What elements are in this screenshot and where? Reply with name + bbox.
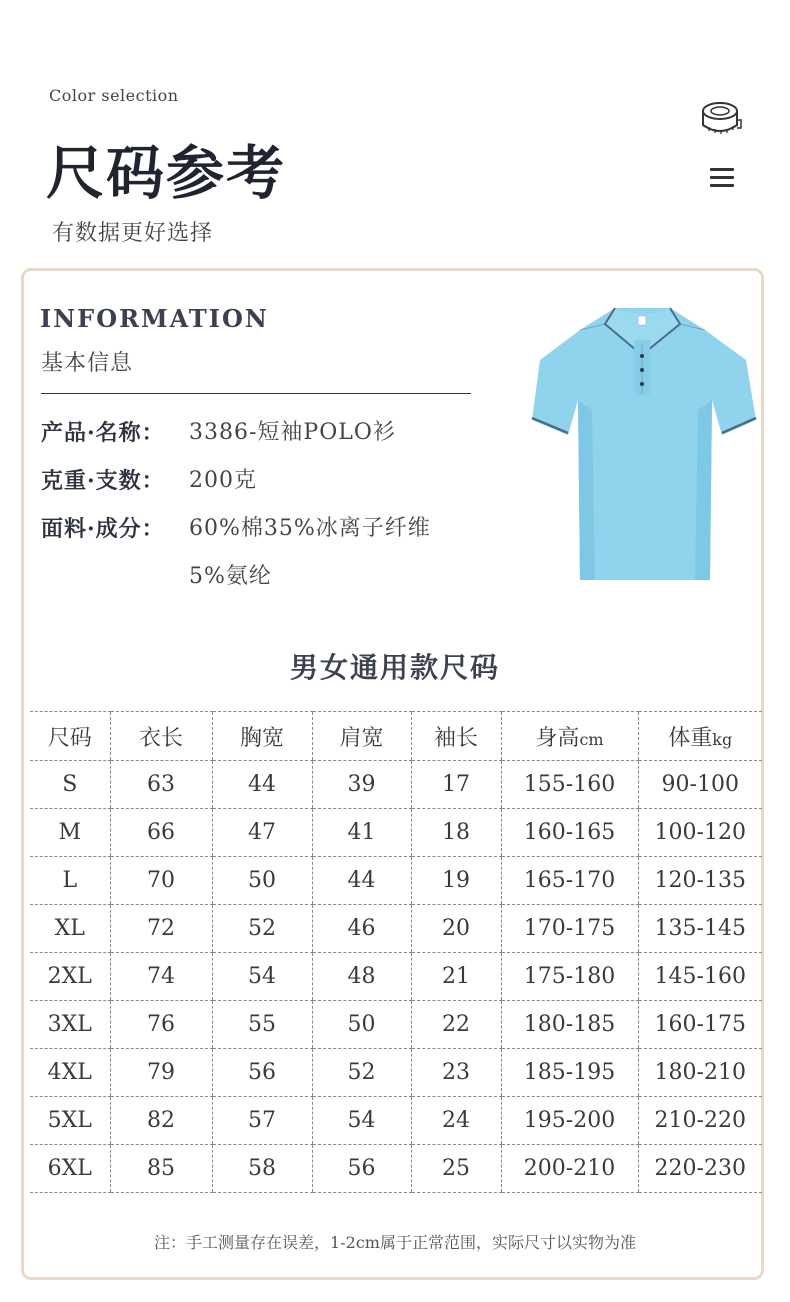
table-row — [30, 953, 762, 1001]
measurement-note: 注：手工测量存在误差，1-2cm属于正常范围，实际尺寸以实物为准 — [154, 1233, 636, 1252]
table-row — [30, 761, 762, 809]
spec-value: 3386-短袖POLO衫 — [189, 420, 396, 445]
polo-shirt-image — [520, 290, 760, 590]
table-cell: S — [30, 761, 110, 809]
header-cell: 胸宽 — [212, 712, 312, 761]
table-cell: 90-100 — [638, 761, 762, 809]
table-cell: 47 — [212, 809, 312, 857]
table-cell: 160-175 — [638, 1001, 762, 1049]
table-cell: 82 — [110, 1097, 212, 1145]
table-cell: 21 — [411, 953, 501, 1001]
table-cell: L — [30, 857, 110, 905]
table-row — [30, 1049, 762, 1097]
table-cell: 44 — [212, 761, 312, 809]
table-cell: 52 — [312, 1049, 411, 1097]
table-cell: 185-195 — [501, 1049, 638, 1097]
table-cell: 180-210 — [638, 1049, 762, 1097]
table-cell: 4XL — [30, 1049, 110, 1097]
measuring-tape-icon — [700, 100, 742, 138]
table-cell: 175-180 — [501, 953, 638, 1001]
size-table-title: 男女通用款尺码 — [289, 651, 500, 684]
header-cell: 尺码 — [30, 712, 110, 761]
table-cell: 18 — [411, 809, 501, 857]
table-cell: 17 — [411, 761, 501, 809]
table-cell: 85 — [110, 1145, 212, 1193]
tagline: 有数据更好选择 — [52, 221, 214, 246]
divider — [41, 393, 471, 394]
table-cell: 200-210 — [501, 1145, 638, 1193]
header-cell: 肩宽 — [312, 712, 411, 761]
table-cell: 100-120 — [638, 809, 762, 857]
table-cell: 120-135 — [638, 857, 762, 905]
table-cell: 72 — [110, 905, 212, 953]
table-cell: 66 — [110, 809, 212, 857]
spec-label: 克重·支数： — [41, 468, 165, 494]
info-heading-en: INFORMATION — [40, 304, 269, 333]
table-cell: XL — [30, 905, 110, 953]
table-cell: 25 — [411, 1145, 501, 1193]
table-cell: 50 — [212, 857, 312, 905]
page-title: 尺码参考 — [46, 139, 287, 207]
table-cell: 145-160 — [638, 953, 762, 1001]
table-cell: 22 — [411, 1001, 501, 1049]
size-table — [30, 711, 762, 1193]
table-cell: 180-185 — [501, 1001, 638, 1049]
header-cell: 体重kg — [638, 712, 762, 761]
table-row — [30, 1001, 762, 1049]
table-cell: 48 — [312, 953, 411, 1001]
table-cell: 5XL — [30, 1097, 110, 1145]
spec-value: 200克 — [189, 468, 257, 493]
table-cell: 160-165 — [501, 809, 638, 857]
table-cell: 165-170 — [501, 857, 638, 905]
table-cell: 135-145 — [638, 905, 762, 953]
table-cell: 54 — [312, 1097, 411, 1145]
table-header-row — [30, 712, 762, 761]
spec-label: 产品·名称： — [41, 420, 165, 446]
table-cell: 155-160 — [501, 761, 638, 809]
table-row — [30, 1145, 762, 1193]
table-cell: 23 — [411, 1049, 501, 1097]
table-cell: 50 — [312, 1001, 411, 1049]
table-cell: 210-220 — [638, 1097, 762, 1145]
table-cell: 74 — [110, 953, 212, 1001]
table-row — [30, 905, 762, 953]
table-cell: 55 — [212, 1001, 312, 1049]
table-row — [30, 857, 762, 905]
table-cell: 20 — [411, 905, 501, 953]
spec-value: 60%棉35%冰离子纤维 — [189, 516, 431, 541]
table-cell: 24 — [411, 1097, 501, 1145]
table-row — [30, 1097, 762, 1145]
header-cell: 衣长 — [110, 712, 212, 761]
table-cell: 63 — [110, 761, 212, 809]
table-cell: 57 — [212, 1097, 312, 1145]
info-heading-cn: 基本信息 — [41, 351, 134, 376]
table-cell: 79 — [110, 1049, 212, 1097]
table-cell: 3XL — [30, 1001, 110, 1049]
header-cell: 袖长 — [411, 712, 501, 761]
table-cell: 56 — [312, 1145, 411, 1193]
table-cell: 46 — [312, 905, 411, 953]
header-cell: 身高cm — [501, 712, 638, 761]
table-row — [30, 809, 762, 857]
table-cell: 2XL — [30, 953, 110, 1001]
table-cell: 19 — [411, 857, 501, 905]
table-cell: 195-200 — [501, 1097, 638, 1145]
table-cell: 170-175 — [501, 905, 638, 953]
table-cell: 44 — [312, 857, 411, 905]
spec-label: 面料·成分： — [41, 516, 165, 542]
menu-icon[interactable] — [710, 168, 734, 188]
table-cell: 76 — [110, 1001, 212, 1049]
table-cell: 70 — [110, 857, 212, 905]
subtitle-en: Color selection — [49, 86, 179, 105]
table-cell: 41 — [312, 809, 411, 857]
table-cell: 220-230 — [638, 1145, 762, 1193]
table-cell: 56 — [212, 1049, 312, 1097]
table-cell: 39 — [312, 761, 411, 809]
table-cell: M — [30, 809, 110, 857]
table-cell: 58 — [212, 1145, 312, 1193]
table-cell: 52 — [212, 905, 312, 953]
spec-value: 5%氨纶 — [189, 564, 272, 589]
table-cell: 6XL — [30, 1145, 110, 1193]
table-cell: 54 — [212, 953, 312, 1001]
